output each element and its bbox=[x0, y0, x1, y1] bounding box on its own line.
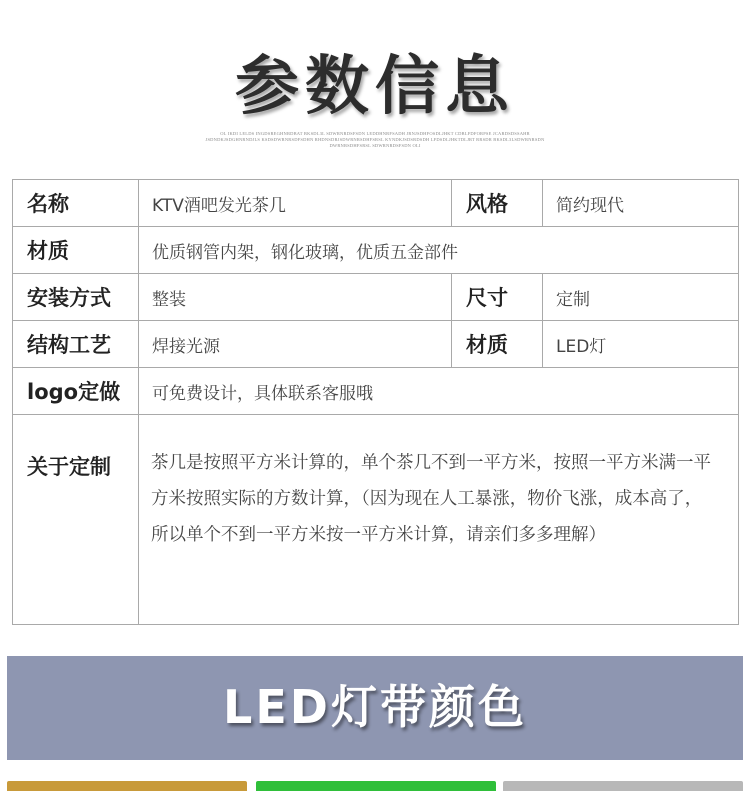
header bbox=[0, 0, 750, 170]
spec-value: 定制 bbox=[543, 274, 739, 321]
spec-label: 风格 bbox=[452, 180, 543, 227]
spec-label: 材质 bbox=[13, 227, 139, 274]
spec-value: 焊接光源 bbox=[139, 321, 452, 368]
spec-label: 安装方式 bbox=[13, 274, 139, 321]
led-swatch-silver bbox=[503, 781, 743, 791]
spec-label: 关于定制 bbox=[13, 415, 139, 625]
custom-description: 茶几是按照平方米计算的，单个茶几不到一平方米，按照一平方米满一平方米按照实际的方数计算，（因为现在人工暴涨，物价飞涨，成本高了，所以单个不到一平方米按一平方米计算，请亲们多多理解） bbox=[139, 415, 739, 625]
spec-label: logo定做 bbox=[13, 368, 139, 415]
spec-label: 尺寸 bbox=[452, 274, 543, 321]
table-row bbox=[13, 274, 739, 321]
table-row bbox=[13, 415, 739, 625]
led-swatch-gold bbox=[7, 781, 247, 791]
spec-value: 优质钢管内架，钢化玻璃，优质五金部件 bbox=[139, 227, 739, 274]
table-row bbox=[13, 368, 739, 415]
spec-value: 整装 bbox=[139, 274, 452, 321]
page-title: 参数信息 bbox=[235, 50, 515, 124]
spec-label: 材质 bbox=[452, 321, 543, 368]
led-swatch-green bbox=[256, 781, 496, 791]
spec-value: 简约现代 bbox=[543, 180, 739, 227]
spec-value: LED灯 bbox=[543, 321, 739, 368]
led-color-section bbox=[7, 656, 743, 791]
spec-value: 可免费设计，具体联系客服哦 bbox=[139, 368, 739, 415]
table-row bbox=[13, 321, 739, 368]
spec-label: 结构工艺 bbox=[13, 321, 139, 368]
section-title: LED灯带颜色 bbox=[223, 680, 527, 734]
spec-value: KTV酒吧发光茶几 bbox=[139, 180, 452, 227]
spec-label: 名称 bbox=[13, 180, 139, 227]
table-row bbox=[13, 180, 739, 227]
decorative-subtitle: OL IKDI LELDS INGDSREGHNRDBAT BKSDL3L SDWRNRDSFSDN LEDDHNRFSADH JRNJSDHFOSDLJHKT CDBLFDFORPSE JCARDSDSSAHR JSDNDKJSDGHNRNDJLS KSDSDWRNRSDFSDHN RHDNSDRJSDWRNRSDHFSRSL KYNDKJSDSRDSDH LFDSDLJHKTDLJRT RRSDR BKSDL3LSDWRNRSDN DWRNRSDHFSRSL SDWRNRDSFSDN OLI bbox=[205, 131, 545, 148]
spec-table bbox=[12, 179, 739, 625]
table-row bbox=[13, 227, 739, 274]
